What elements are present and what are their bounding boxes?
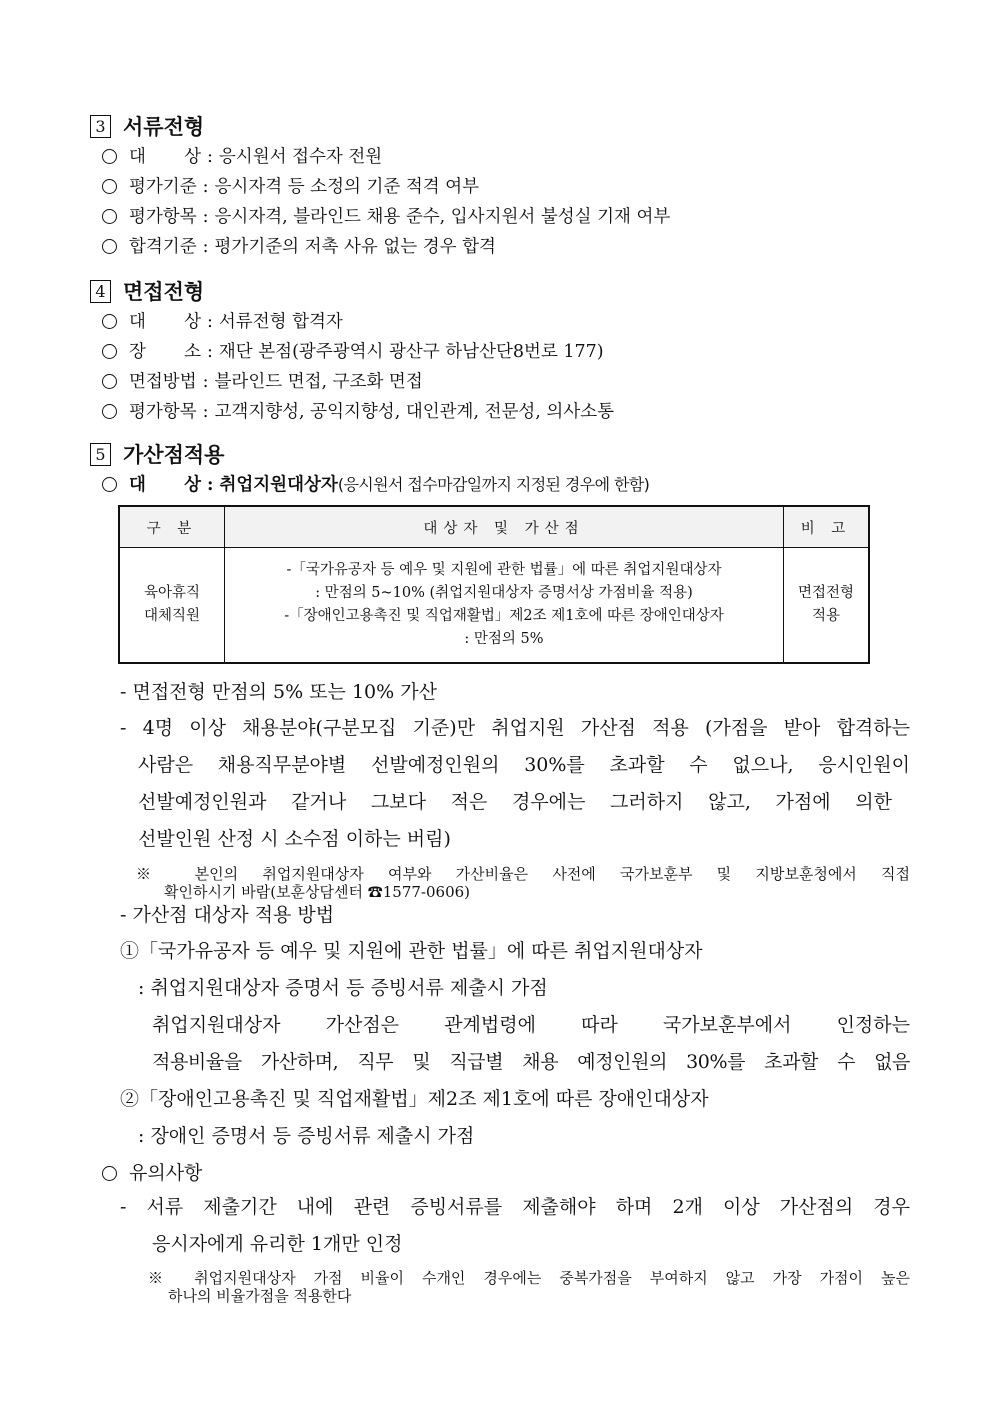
item-value: 응시자격, 블라인드 채용 준수, 입사지원서 불성실 기재 여부 — [214, 207, 671, 227]
bullet-circle-icon — [102, 149, 117, 164]
section5-target-line: 대 상 : 취업지원대상자(응시원서 접수마감일까지 지정된 경우에 한함) — [102, 473, 649, 497]
section3-item-criteria: 평가기준 : 응시자격 등 소정의 기준 적격 여부 — [102, 175, 479, 199]
item-1-line-1: : 취업지원대상자 증명서 등 증빙서류 제출시 가점 — [138, 977, 548, 999]
item-2-title: ②「장애인고용촉진 및 직업재활법」제2조 제1호에 따른 장애인대상자 — [120, 1088, 709, 1110]
bullet-circle-icon — [102, 314, 117, 329]
table-header-row — [119, 506, 869, 548]
section5-number-box: 5 — [90, 443, 111, 466]
note-2-line-1: ※ 취업지원대상자 가점 비율이 수개인 경우에는 중복가점을 부여하지 않고 가장 가점이 높은 — [148, 1269, 910, 1287]
item-label: 평가항목 — [129, 402, 197, 422]
dash-line-2-2: 사람은 채용직무분야별 선발예정인원의 30%를 초과할 수 없으나, 응시인원이 — [138, 754, 910, 776]
dash-line-1: - 면접전형 만점의 5% 또는 10% 가산 — [120, 681, 437, 703]
section4-item-target: 대 상 : 서류전형 합격자 — [102, 310, 343, 334]
section3-title: 서류전형 — [123, 114, 205, 139]
table-cell-content: -「국가유공자 등 예우 및 지원에 관한 법률」에 따른 취업지원대상자 : 만점의 5~10% (취업지원대상자 증명서상 가점비율 적용) -「장애인고용촉진 및 직업재활법」제2조 제1호에 따른 장애인대상자 : 만점의 5% — [225, 548, 784, 664]
item-value: 응시자격 등 소정의 기준 적격 여부 — [214, 177, 480, 197]
item-label: 장 소 — [129, 342, 201, 362]
item-value: 재단 본점(광주광역시 광산구 하남산단8번로 177) — [218, 342, 604, 362]
caution-line-2: 응시자에게 유리한 1개만 인정 — [152, 1233, 403, 1255]
item-value: 블라인드 면접, 구조화 면접 — [214, 372, 423, 392]
item-value: 고객지향성, 공익지향성, 대인관계, 전문성, 의사소통 — [214, 402, 615, 422]
note-2-line-2: 하나의 비율가점을 적용한다 — [168, 1287, 352, 1305]
table-header-remark: 비 고 — [784, 506, 870, 548]
section4-number-box: 4 — [90, 280, 111, 303]
bullet-circle-icon — [102, 404, 117, 419]
bullet-circle-icon — [102, 179, 117, 194]
item-label: 평가기준 — [129, 177, 197, 197]
item-value: 서류전형 합격자 — [218, 312, 343, 332]
item-label: 대 상 — [129, 147, 201, 167]
section5-heading — [90, 439, 224, 469]
section3-item-pass: 합격기준 : 평가기준의 저촉 사유 없는 경우 합격 — [102, 235, 496, 259]
item-1-title: ①「국가유공자 등 예우 및 지원에 관한 법률」에 따른 취업지원대상자 — [120, 940, 703, 962]
bullet-circle-icon — [102, 344, 117, 359]
section4-item-method: 면접방법 : 블라인드 면접, 구조화 면접 — [102, 370, 423, 394]
caution-heading: 유의사항 — [102, 1155, 202, 1192]
note-1-line-2: 확인하시기 바람(보훈상담센터 ☎1577-0606) — [164, 883, 471, 901]
caution-line-1: - 서류 제출기간 내에 관련 증빙서류를 제출해야 하며 2개 이상 가산점의 경우 — [120, 1196, 910, 1218]
table-header-content: 대상자 및 가산점 — [225, 506, 784, 548]
section3-heading — [90, 111, 204, 141]
section4-item-place: 장 소 : 재단 본점(광주광역시 광산구 하남산단8번로 177) — [102, 340, 604, 364]
note-1-line-1: ※ 본인의 취업지원대상자 여부와 가산비율은 사전에 국가보훈부 및 지방보훈청에서 직접 — [136, 865, 910, 883]
target-value: 취업지원대상자 — [219, 475, 338, 495]
bullet-circle-icon — [102, 1166, 117, 1181]
item-value: 응시원서 접수자 전원 — [218, 147, 383, 167]
section4-item-items: 평가항목 : 고객지향성, 공익지향성, 대인관계, 전문성, 의사소통 — [102, 400, 614, 424]
bullet-circle-icon — [102, 477, 117, 492]
section4-title: 면접전형 — [123, 279, 205, 304]
section3-item-items: 평가항목 : 응시자격, 블라인드 채용 준수, 입사지원서 불성실 기재 여부 — [102, 205, 670, 229]
dash-line-2-3: 선발예정인원과 같거나 그보다 적은 경우에는 그러하지 않고, 가점에 의한 — [138, 791, 892, 813]
section3-item-target: 대 상 : 응시원서 접수자 전원 — [102, 145, 382, 169]
table-header-category: 구 분 — [119, 506, 225, 548]
table-cell-category: 육아휴직 대체직원 — [119, 548, 225, 664]
item-label: 대 상 — [129, 475, 201, 495]
table-row — [119, 548, 869, 664]
item-label: 면접방법 — [129, 372, 197, 392]
bullet-circle-icon — [102, 209, 117, 224]
table-cell-remark: 면접전형 적용 — [784, 548, 870, 664]
item-1-line-2: 취업지원대상자 가산점은 관계법령에 따라 국가보훈부에서 인정하는 — [152, 1014, 910, 1036]
target-note: (응시원서 접수마감일까지 지정된 경우에 한함) — [337, 475, 650, 494]
section3-number-box: 3 — [90, 115, 111, 138]
item-label: 대 상 — [129, 312, 201, 332]
dash-line-2-4: 선발인원 산정 시 소수점 이하는 버림) — [138, 828, 451, 850]
item-2-line-1: : 장애인 증명서 등 증빙서류 제출시 가점 — [138, 1125, 475, 1147]
section4-heading — [90, 276, 204, 306]
dash-line-3: - 가산점 대상자 적용 방법 — [120, 904, 335, 926]
item-value: 평가기준의 저촉 사유 없는 경우 합격 — [214, 237, 496, 257]
section5-title: 가산점적용 — [123, 442, 225, 467]
item-label: 평가항목 — [129, 207, 197, 227]
bullet-circle-icon — [102, 374, 117, 389]
bonus-table — [118, 505, 870, 664]
item-1-line-3: 적용비율을 가산하며, 직무 및 직급별 채용 예정인원의 30%를 초과할 수 없음 — [152, 1051, 910, 1073]
dash-line-2-1: - 4명 이상 채용분야(구분모집 기준)만 취업지원 가산점 적용 (가점을 받아 합격하는 — [120, 717, 910, 739]
item-label: 합격기준 — [129, 237, 197, 257]
bullet-circle-icon — [102, 239, 117, 254]
